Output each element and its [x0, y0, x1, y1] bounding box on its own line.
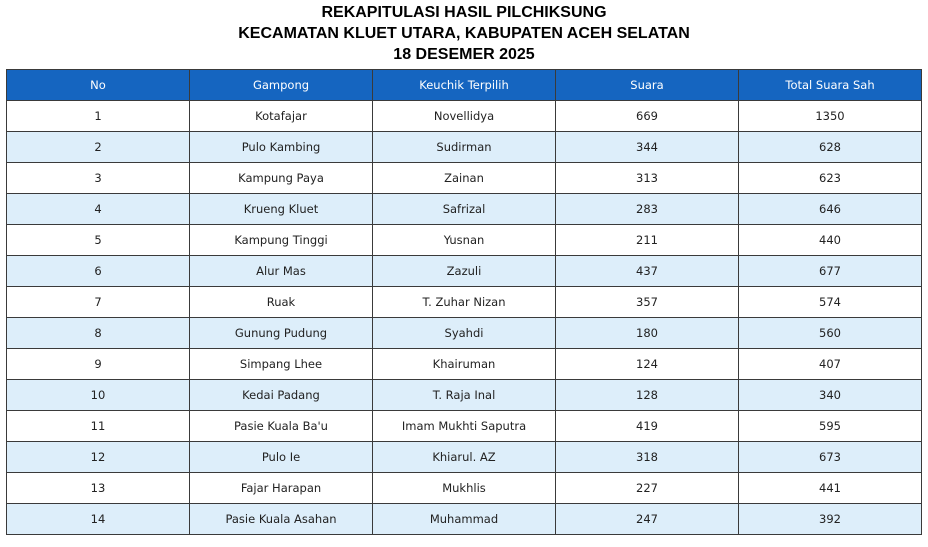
cell-gampong: Ruak	[190, 287, 373, 318]
results-table-container	[6, 69, 921, 535]
table-row	[7, 101, 922, 132]
cell-suara: 211	[556, 225, 739, 256]
cell-suara: 180	[556, 318, 739, 349]
cell-no: 12	[7, 442, 190, 473]
cell-keuchik: Imam Mukhti Saputra	[373, 411, 556, 442]
cell-no: 1	[7, 101, 190, 132]
cell-total-suara-sah: 392	[739, 504, 922, 535]
table-row	[7, 411, 922, 442]
cell-keuchik: Safrizal	[373, 194, 556, 225]
cell-suara: 227	[556, 473, 739, 504]
cell-gampong: Simpang Lhee	[190, 349, 373, 380]
table-row	[7, 442, 922, 473]
cell-total-suara-sah: 677	[739, 256, 922, 287]
cell-total-suara-sah: 441	[739, 473, 922, 504]
table-row	[7, 194, 922, 225]
table-row	[7, 163, 922, 194]
cell-no: 8	[7, 318, 190, 349]
cell-gampong: Pulo Ie	[190, 442, 373, 473]
table-header-row	[7, 70, 922, 101]
cell-total-suara-sah: 407	[739, 349, 922, 380]
cell-suara: 124	[556, 349, 739, 380]
cell-total-suara-sah: 440	[739, 225, 922, 256]
cell-suara: 283	[556, 194, 739, 225]
table-row	[7, 318, 922, 349]
cell-no: 6	[7, 256, 190, 287]
cell-gampong: Kotafajar	[190, 101, 373, 132]
cell-gampong: Alur Mas	[190, 256, 373, 287]
cell-total-suara-sah: 628	[739, 132, 922, 163]
cell-gampong: Pasie Kuala Asahan	[190, 504, 373, 535]
table-row	[7, 225, 922, 256]
cell-keuchik: Khiarul. AZ	[373, 442, 556, 473]
cell-suara: 344	[556, 132, 739, 163]
cell-total-suara-sah: 595	[739, 411, 922, 442]
cell-keuchik: T. Raja Inal	[373, 380, 556, 411]
cell-total-suara-sah: 340	[739, 380, 922, 411]
cell-no: 3	[7, 163, 190, 194]
title-line-1: REKAPITULASI HASIL PILCHIKSUNG	[321, 4, 607, 21]
cell-keuchik: Novellidya	[373, 101, 556, 132]
table-row	[7, 380, 922, 411]
cell-keuchik: Yusnan	[373, 225, 556, 256]
cell-gampong: Kedai Padang	[190, 380, 373, 411]
cell-total-suara-sah: 623	[739, 163, 922, 194]
cell-suara: 669	[556, 101, 739, 132]
cell-no: 9	[7, 349, 190, 380]
cell-no: 10	[7, 380, 190, 411]
header-no: No	[7, 70, 190, 101]
results-table	[6, 69, 922, 535]
cell-total-suara-sah: 1350	[739, 101, 922, 132]
table-row	[7, 473, 922, 504]
cell-total-suara-sah: 574	[739, 287, 922, 318]
table-row	[7, 256, 922, 287]
cell-gampong: Krueng Kluet	[190, 194, 373, 225]
cell-gampong: Pasie Kuala Ba'u	[190, 411, 373, 442]
header-total-suara-sah: Total Suara Sah	[739, 70, 922, 101]
cell-no: 11	[7, 411, 190, 442]
cell-gampong: Kampung Tinggi	[190, 225, 373, 256]
cell-keuchik: Syahdi	[373, 318, 556, 349]
header-suara: Suara	[556, 70, 739, 101]
report-title	[0, 2, 928, 65]
cell-suara: 357	[556, 287, 739, 318]
cell-keuchik: Zazuli	[373, 256, 556, 287]
cell-no: 5	[7, 225, 190, 256]
cell-gampong: Kampung Paya	[190, 163, 373, 194]
cell-keuchik: Muhammad	[373, 504, 556, 535]
cell-suara: 313	[556, 163, 739, 194]
table-row	[7, 349, 922, 380]
title-line-3: 18 DESEMER 2025	[393, 46, 535, 63]
cell-gampong: Pulo Kambing	[190, 132, 373, 163]
cell-no: 14	[7, 504, 190, 535]
cell-gampong: Gunung Pudung	[190, 318, 373, 349]
cell-total-suara-sah: 673	[739, 442, 922, 473]
cell-no: 2	[7, 132, 190, 163]
cell-keuchik: Zainan	[373, 163, 556, 194]
cell-suara: 247	[556, 504, 739, 535]
header-gampong: Gampong	[190, 70, 373, 101]
cell-suara: 419	[556, 411, 739, 442]
cell-keuchik: Sudirman	[373, 132, 556, 163]
table-row	[7, 132, 922, 163]
cell-total-suara-sah: 646	[739, 194, 922, 225]
cell-suara: 128	[556, 380, 739, 411]
cell-total-suara-sah: 560	[739, 318, 922, 349]
cell-no: 13	[7, 473, 190, 504]
cell-no: 7	[7, 287, 190, 318]
cell-keuchik: Khairuman	[373, 349, 556, 380]
cell-gampong: Fajar Harapan	[190, 473, 373, 504]
table-row	[7, 504, 922, 535]
header-keuchik-terpilih: Keuchik Terpilih	[373, 70, 556, 101]
cell-suara: 318	[556, 442, 739, 473]
title-line-2: KECAMATAN KLUET UTARA, KABUPATEN ACEH SELATAN	[238, 25, 690, 42]
cell-keuchik: Mukhlis	[373, 473, 556, 504]
table-row	[7, 287, 922, 318]
cell-suara: 437	[556, 256, 739, 287]
cell-no: 4	[7, 194, 190, 225]
cell-keuchik: T. Zuhar Nizan	[373, 287, 556, 318]
